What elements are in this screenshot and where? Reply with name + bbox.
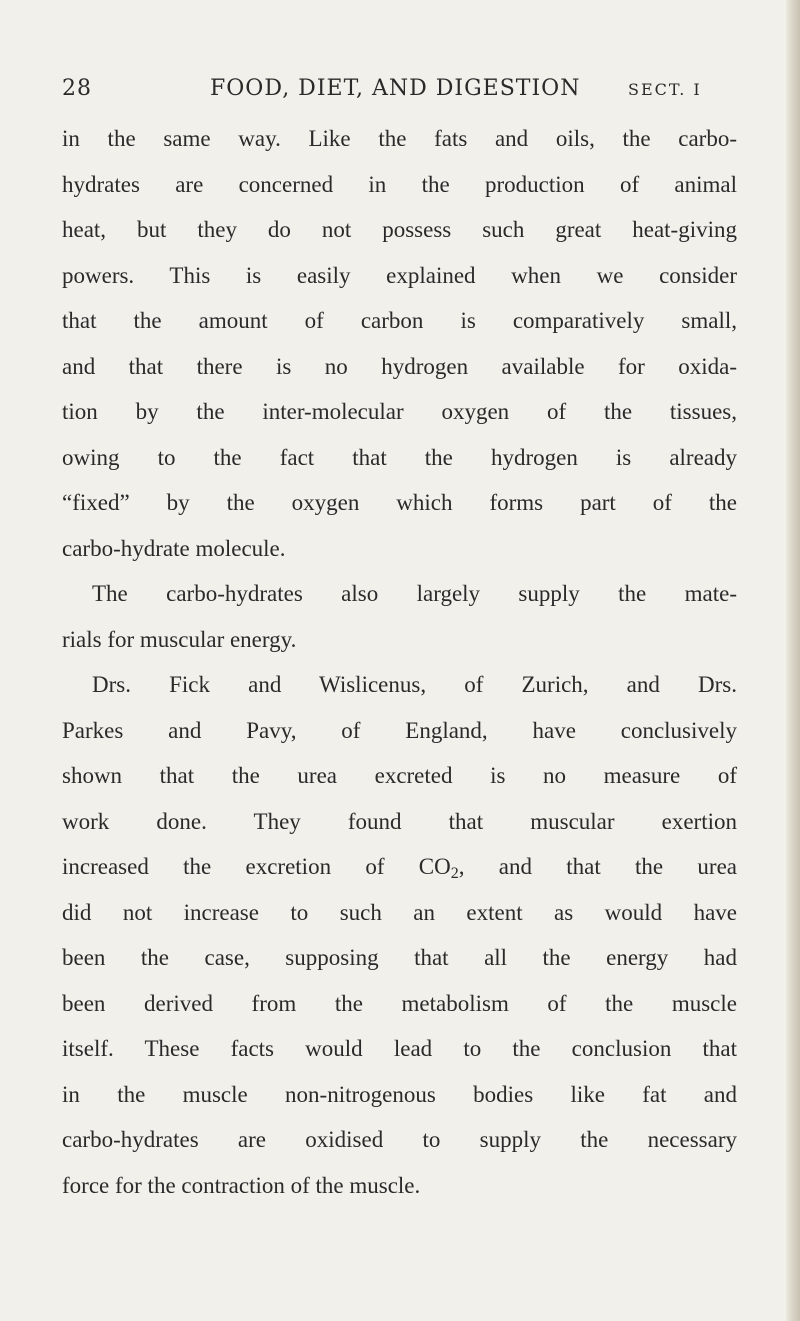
text-line: rials for muscular energy. (62, 626, 297, 652)
text-line: work done. They found that muscular exertion (62, 808, 737, 834)
text-line: “fixed” by the oxygen which forms part of the (62, 490, 737, 515)
text-line: carbo-hydrates are oxidised to supply the necessary (62, 1127, 737, 1152)
text-line (62, 844, 737, 890)
subscript: 2 (450, 865, 459, 882)
text-line: hydrates are concerned in the production of animal (62, 171, 737, 197)
page-number: 28 (62, 76, 92, 101)
text-line: tion by the inter-molecular oxygen of the tissues, (62, 399, 737, 424)
text-line: in the same way. Like the fats and oils, the carbo- (62, 126, 737, 151)
text-line: in the muscle non-nitrogenous bodies like fat and (62, 1081, 737, 1107)
section-label: SECT. I (628, 80, 702, 99)
text-line: The carbo-hydrates also largely supply the mate- (92, 581, 737, 606)
text-line: owing to the fact that the hydrogen is already (62, 444, 737, 470)
text-line: carbo-hydrate molecule. (62, 535, 286, 561)
text-line: and that there is no hydrogen available for oxida- (62, 353, 737, 379)
text-line: Drs. Fick and Wislicenus, of Zurich, and Drs. (92, 672, 737, 697)
text-line: been derived from the metabolism of the muscle (62, 990, 737, 1016)
text-line: that the amount of carbon is comparatively small, (62, 308, 737, 333)
text-line: been the case, supposing that all the energy had (62, 945, 737, 970)
text-line: force for the contraction of the muscle. (62, 1172, 421, 1198)
body-text (62, 116, 737, 1208)
text-fragment: , and that the urea (458, 854, 738, 879)
text-line: heat, but they do not possess such great heat-giving (62, 217, 737, 242)
text-line: powers. This is easily explained when we consider (62, 262, 737, 288)
text-line: Parkes and Pavy, of England, have conclusively (62, 717, 737, 743)
text-line: did not increase to such an extent as would have (62, 899, 737, 925)
text-fragment: increased the excretion of CO (62, 854, 451, 879)
text-line: itself. These facts would lead to the conclusion that (62, 1036, 737, 1061)
book-title: FOOD, DIET, AND DIGESTION (210, 76, 581, 101)
text-line: shown that the urea excreted is no measure of (62, 763, 737, 788)
running-head (0, 76, 800, 106)
page-edge (786, 0, 800, 1321)
